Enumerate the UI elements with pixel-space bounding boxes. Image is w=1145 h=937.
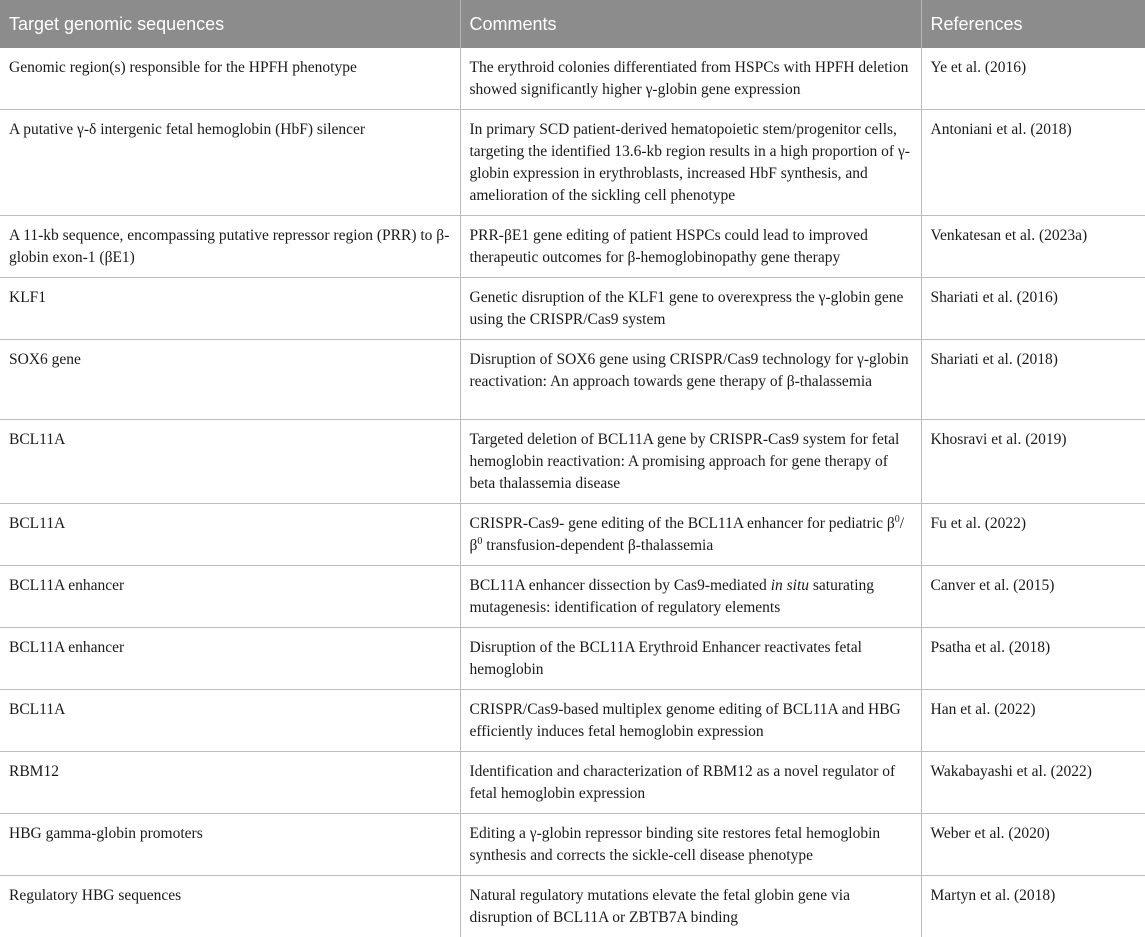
- table-row: [0, 628, 1145, 690]
- comment-text: /β: [470, 515, 905, 554]
- cell-comment: Disruption of the BCL11A Erythroid Enhancer reactivates fetal hemoglobin: [460, 628, 921, 690]
- cell-reference: Wakabayashi et al. (2022): [921, 752, 1145, 814]
- cell-comment: [460, 566, 921, 628]
- cell-reference: Antoniani et al. (2018): [921, 110, 1145, 216]
- comment-text: CRISPR-Cas9- gene editing of the BCL11A enhancer for pediatric β: [470, 515, 895, 532]
- cell-reference: Khosravi et al. (2019): [921, 420, 1145, 504]
- superscript-zero: 0: [895, 514, 900, 525]
- cell-comment: The erythroid colonies differentiated from HSPCs with HPFH deletion showed significantly higher γ-globin gene expression: [460, 48, 921, 110]
- comment-text: transfusion-dependent β-thalassemia: [482, 537, 713, 554]
- header-comments: Comments: [460, 0, 921, 48]
- table-row: [0, 566, 1145, 628]
- cell-comment: Editing a γ-globin repressor binding site restores fetal hemoglobin synthesis and corrects the sickle-cell disease phenotype: [460, 814, 921, 876]
- table-row: [0, 752, 1145, 814]
- cell-target: A putative γ-δ intergenic fetal hemoglobin (HbF) silencer: [0, 110, 460, 216]
- header-target: Target genomic sequences: [0, 0, 460, 48]
- table-row: [0, 814, 1145, 876]
- cell-target: A 11-kb sequence, encompassing putative repressor region (PRR) to β-globin exon-1 (βE1): [0, 216, 460, 278]
- cell-comment: In primary SCD patient-derived hematopoietic stem/progenitor cells, targeting the identified 13.6-kb region results in a high proportion of γ-globin expression in erythroblasts, increased HbF synthesis, and amelioration of the sickling cell phenotype: [460, 110, 921, 216]
- cell-reference: Venkatesan et al. (2023a): [921, 216, 1145, 278]
- table-row: [0, 504, 1145, 566]
- cell-comment: Targeted deletion of BCL11A gene by CRISPR-Cas9 system for fetal hemoglobin reactivation: A promising approach for gene therapy of beta thalassemia disease: [460, 420, 921, 504]
- table-body: [0, 48, 1145, 937]
- table-row: [0, 48, 1145, 110]
- header-row: [0, 0, 1145, 48]
- cell-reference: Martyn et al. (2018): [921, 876, 1145, 937]
- header-references: References: [921, 0, 1145, 48]
- cell-target: Genomic region(s) responsible for the HPFH phenotype: [0, 48, 460, 110]
- cell-target: BCL11A enhancer: [0, 566, 460, 628]
- cell-reference: Weber et al. (2020): [921, 814, 1145, 876]
- cell-target: RBM12: [0, 752, 460, 814]
- comment-text: BCL11A enhancer dissection by Cas9-mediated: [470, 577, 771, 594]
- cell-target: BCL11A: [0, 504, 460, 566]
- cell-comment: Genetic disruption of the KLF1 gene to overexpress the γ-globin gene using the CRISPR/Cas9 system: [460, 278, 921, 340]
- cell-reference: Canver et al. (2015): [921, 566, 1145, 628]
- cell-target: HBG gamma-globin promoters: [0, 814, 460, 876]
- cell-comment: Natural regulatory mutations elevate the fetal globin gene via disruption of BCL11A or ZBTB7A binding: [460, 876, 921, 937]
- cell-comment: PRR-βE1 gene editing of patient HSPCs could lead to improved therapeutic outcomes for β-hemoglobinopathy gene therapy: [460, 216, 921, 278]
- cell-reference: Ye et al. (2016): [921, 48, 1145, 110]
- cell-reference: Shariati et al. (2018): [921, 340, 1145, 420]
- cell-comment: Disruption of SOX6 gene using CRISPR/Cas9 technology for γ-globin reactivation: An approach towards gene therapy of β-thalassemia: [460, 340, 921, 420]
- table-row: [0, 690, 1145, 752]
- cell-reference: Psatha et al. (2018): [921, 628, 1145, 690]
- cell-target: BCL11A enhancer: [0, 628, 460, 690]
- cell-reference: Shariati et al. (2016): [921, 278, 1145, 340]
- cell-reference: Han et al. (2022): [921, 690, 1145, 752]
- table-row: [0, 340, 1145, 420]
- italic-term: in situ: [771, 577, 809, 594]
- table-header: [0, 0, 1145, 48]
- cell-comment: Identification and characterization of RBM12 as a novel regulator of fetal hemoglobin expression: [460, 752, 921, 814]
- table-row: [0, 876, 1145, 937]
- cell-target: BCL11A: [0, 420, 460, 504]
- cell-target: KLF1: [0, 278, 460, 340]
- comment-text: saturating mutagenesis: identification of regulatory elements: [470, 577, 875, 616]
- cell-target: SOX6 gene: [0, 340, 460, 420]
- table-row: [0, 278, 1145, 340]
- cell-target: BCL11A: [0, 690, 460, 752]
- table-row: [0, 216, 1145, 278]
- table-row: [0, 420, 1145, 504]
- cell-reference: Fu et al. (2022): [921, 504, 1145, 566]
- cell-target: Regulatory HBG sequences: [0, 876, 460, 937]
- superscript-zero: 0: [477, 536, 482, 547]
- cell-comment: CRISPR/Cas9-based multiplex genome editing of BCL11A and HBG efficiently induces fetal hemoglobin expression: [460, 690, 921, 752]
- table-row: [0, 110, 1145, 216]
- cell-comment: [460, 504, 921, 566]
